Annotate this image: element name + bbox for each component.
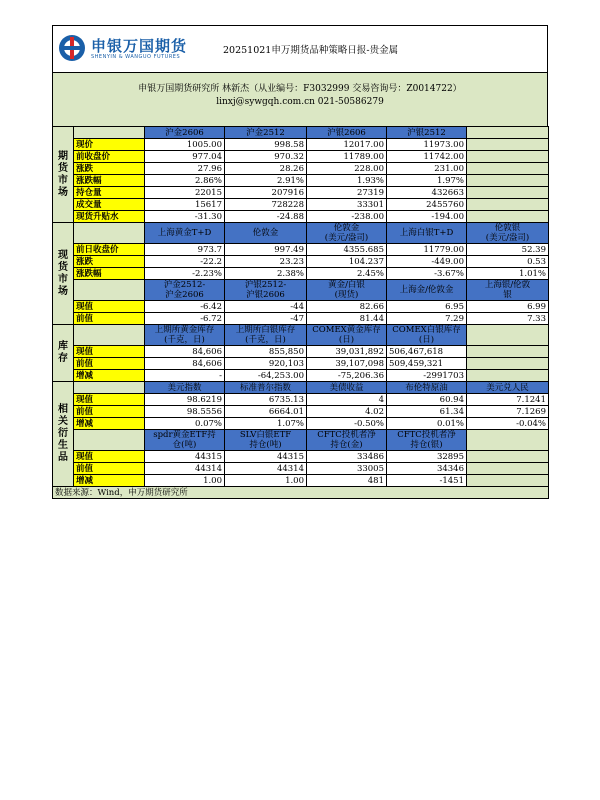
table-row bbox=[53, 301, 549, 313]
table-row bbox=[53, 244, 549, 256]
cell: 997.49 bbox=[225, 244, 307, 256]
cell: 22015 bbox=[145, 187, 225, 199]
cell: 728228 bbox=[225, 199, 307, 211]
table-row bbox=[53, 256, 549, 268]
cell: -238.00 bbox=[307, 211, 387, 223]
table-row bbox=[53, 175, 549, 187]
table-row bbox=[53, 370, 549, 382]
row-label: 前值 bbox=[74, 406, 145, 418]
cell: -0.04% bbox=[467, 418, 549, 430]
col-header: 美元指数 bbox=[145, 382, 225, 394]
cell: 0.01% bbox=[387, 418, 467, 430]
col-header: 黄金/白银 (现货) bbox=[307, 280, 387, 301]
col-header: SLV白银ETF 持仓(吨) bbox=[225, 430, 307, 451]
table-row bbox=[53, 163, 549, 175]
futures-header-row bbox=[53, 127, 549, 139]
cell: 6735.13 bbox=[225, 394, 307, 406]
cell: 207916 bbox=[225, 187, 307, 199]
col-header: 沪金2512- 沪金2606 bbox=[145, 280, 225, 301]
cell: -75,206.36 bbox=[307, 370, 387, 382]
cell: 44315 bbox=[145, 451, 225, 463]
cell: -47 bbox=[225, 313, 307, 325]
table-row bbox=[53, 346, 549, 358]
col-header: CFTC投机者净 持仓(金) bbox=[307, 430, 387, 451]
cell: 1.00 bbox=[145, 475, 225, 487]
cell: 7.1269 bbox=[467, 406, 549, 418]
cell: 98.5556 bbox=[145, 406, 225, 418]
col-header: 上海黄金T+D bbox=[145, 223, 225, 244]
cell: 27.96 bbox=[145, 163, 225, 175]
cell: 2455760 bbox=[387, 199, 467, 211]
col-header: 沪金2512 bbox=[225, 127, 307, 139]
cell: 60.94 bbox=[387, 394, 467, 406]
derivatives-header-row bbox=[53, 382, 549, 394]
col-header: 美债收益 bbox=[307, 382, 387, 394]
row-label: 增减 bbox=[74, 475, 145, 487]
col-header: COMEX白银库存 (日) bbox=[387, 325, 467, 346]
cell: 11742.00 bbox=[387, 151, 467, 163]
cell: -3.67% bbox=[387, 268, 467, 280]
col-header: 上海白银T+D bbox=[387, 223, 467, 244]
cell: 231.00 bbox=[387, 163, 467, 175]
author-info bbox=[52, 72, 548, 126]
col-header: 沪银2512- 沪银2606 bbox=[225, 280, 307, 301]
report-sheet bbox=[52, 25, 548, 499]
cell: 11973.00 bbox=[387, 139, 467, 151]
row-label: 现价 bbox=[74, 139, 145, 151]
cell: 11789.00 bbox=[307, 151, 387, 163]
table-row bbox=[53, 406, 549, 418]
cell: 0.53 bbox=[467, 256, 549, 268]
section-derivatives: 相关衍生品 bbox=[53, 382, 74, 487]
table-row bbox=[53, 418, 549, 430]
cell: 23.23 bbox=[225, 256, 307, 268]
cell: 0.07% bbox=[145, 418, 225, 430]
col-header: 沪银2512 bbox=[387, 127, 467, 139]
row-label: 涨跌 bbox=[74, 163, 145, 175]
cell: -22.2 bbox=[145, 256, 225, 268]
cell: 481 bbox=[307, 475, 387, 487]
etf-header-row bbox=[53, 430, 549, 451]
cell: 52.39 bbox=[467, 244, 549, 256]
row-label: 增减 bbox=[74, 418, 145, 430]
logo-icon bbox=[57, 33, 87, 63]
cell: 34346 bbox=[387, 463, 467, 475]
cell: 44314 bbox=[225, 463, 307, 475]
col-header: 美元兑人民 bbox=[467, 382, 549, 394]
cell: 509,459,321 bbox=[387, 358, 467, 370]
cell: -6.42 bbox=[145, 301, 225, 313]
cell: 81.44 bbox=[307, 313, 387, 325]
cell: 920,103 bbox=[225, 358, 307, 370]
logo-name-cn: 申银万国期货 bbox=[91, 37, 188, 55]
cell: 33005 bbox=[307, 463, 387, 475]
cell: 1.00 bbox=[225, 475, 307, 487]
col-header: 上期所黄金库存 (千克，日) bbox=[145, 325, 225, 346]
inventory-header-row bbox=[53, 325, 549, 346]
cell: 6664.01 bbox=[225, 406, 307, 418]
table-row bbox=[53, 139, 549, 151]
table-row bbox=[53, 151, 549, 163]
cell: -0.50% bbox=[307, 418, 387, 430]
row-label: 成交量 bbox=[74, 199, 145, 211]
col-header: 伦敦金 bbox=[225, 223, 307, 244]
col-header: 沪金2606 bbox=[145, 127, 225, 139]
cell: -24.88 bbox=[225, 211, 307, 223]
cell: - bbox=[145, 370, 225, 382]
cell: 33301 bbox=[307, 199, 387, 211]
col-header: 标准普尔指数 bbox=[225, 382, 307, 394]
cell: 39,107,098 bbox=[307, 358, 387, 370]
col-header: spdr黄金ETF持 仓(吨) bbox=[145, 430, 225, 451]
table-row bbox=[53, 358, 549, 370]
cell: 432663 bbox=[387, 187, 467, 199]
cell: 15617 bbox=[145, 199, 225, 211]
data-table bbox=[52, 126, 549, 499]
col-header: 布伦特原油 bbox=[387, 382, 467, 394]
table-row bbox=[53, 451, 549, 463]
cell: 4 bbox=[307, 394, 387, 406]
row-label: 前值 bbox=[74, 358, 145, 370]
cell: 84,606 bbox=[145, 346, 225, 358]
cell: 1005.00 bbox=[145, 139, 225, 151]
cell: 104.237 bbox=[307, 256, 387, 268]
cell: 7.1241 bbox=[467, 394, 549, 406]
table-row bbox=[53, 199, 549, 211]
row-label: 增减 bbox=[74, 370, 145, 382]
cell: 1.93% bbox=[307, 175, 387, 187]
cell: -449.00 bbox=[387, 256, 467, 268]
col-header: CFTC投机者净 持仓(银) bbox=[387, 430, 467, 451]
row-label: 现货升贴水 bbox=[74, 211, 145, 223]
section-futures: 期货市场 bbox=[53, 127, 74, 223]
row-label: 现值 bbox=[74, 346, 145, 358]
table-row bbox=[53, 475, 549, 487]
col-header: 上海银/伦敦 银 bbox=[467, 280, 549, 301]
cell: 11779.00 bbox=[387, 244, 467, 256]
row-label: 持仓量 bbox=[74, 187, 145, 199]
cell: 98.6219 bbox=[145, 394, 225, 406]
cell: 84,606 bbox=[145, 358, 225, 370]
cell: 2.86% bbox=[145, 175, 225, 187]
cell: 7.33 bbox=[467, 313, 549, 325]
cell: 33486 bbox=[307, 451, 387, 463]
cell: 7.29 bbox=[387, 313, 467, 325]
row-label: 前收盘价 bbox=[74, 151, 145, 163]
row-label: 现值 bbox=[74, 451, 145, 463]
cell: 977.04 bbox=[145, 151, 225, 163]
cell: 998.58 bbox=[225, 139, 307, 151]
col-header: 上海金/伦敦金 bbox=[387, 280, 467, 301]
row-label: 前值 bbox=[74, 313, 145, 325]
table-row bbox=[53, 211, 549, 223]
contact-line: linxj@sywgqh.com.cn 021-50586279 bbox=[216, 97, 384, 107]
cell: 1.07% bbox=[225, 418, 307, 430]
cell: 1.97% bbox=[387, 175, 467, 187]
table-row bbox=[53, 394, 549, 406]
cell: 44314 bbox=[145, 463, 225, 475]
cell: 973.7 bbox=[145, 244, 225, 256]
cell: -6.72 bbox=[145, 313, 225, 325]
cell: 228.00 bbox=[307, 163, 387, 175]
cell: 2.38% bbox=[225, 268, 307, 280]
row-label: 前日收盘价 bbox=[74, 244, 145, 256]
cell: 28.26 bbox=[225, 163, 307, 175]
logo-name-en: SHENYIN & WANGUO FUTURES bbox=[91, 54, 181, 60]
cell: 61.34 bbox=[387, 406, 467, 418]
report-title: 20251021申万期货品种策略日报-贵金属 bbox=[223, 45, 399, 56]
cell: -64,253.00 bbox=[225, 370, 307, 382]
cell: 82.66 bbox=[307, 301, 387, 313]
cell: 39,031,892 bbox=[307, 346, 387, 358]
row-label: 涨跌幅 bbox=[74, 268, 145, 280]
table-row bbox=[53, 463, 549, 475]
source-row bbox=[53, 487, 549, 499]
row-label: 前值 bbox=[74, 463, 145, 475]
cell: 2.91% bbox=[225, 175, 307, 187]
cell: -2.23% bbox=[145, 268, 225, 280]
row-label: 现值 bbox=[74, 301, 145, 313]
cell: 27319 bbox=[307, 187, 387, 199]
col-header: 伦敦银 (美元/盎司) bbox=[467, 223, 549, 244]
table-row bbox=[53, 313, 549, 325]
row-label: 涨跌 bbox=[74, 256, 145, 268]
cell: 970.32 bbox=[225, 151, 307, 163]
col-header: COMEX黄金库存 (日) bbox=[307, 325, 387, 346]
cell: 855,850 bbox=[225, 346, 307, 358]
col-header: 上期所白银库存 (千克，日) bbox=[225, 325, 307, 346]
company-logo bbox=[57, 33, 207, 65]
cell: 506,467,618 bbox=[387, 346, 467, 358]
spot-header-row bbox=[53, 223, 549, 244]
row-label: 涨跌幅 bbox=[74, 175, 145, 187]
cell: -1451 bbox=[387, 475, 467, 487]
cell: 12017.00 bbox=[307, 139, 387, 151]
cell: -31.30 bbox=[145, 211, 225, 223]
data-source: 数据来源：Wind，申万期货研究所 bbox=[53, 487, 549, 499]
cell: 1.01% bbox=[467, 268, 549, 280]
col-header: 沪银2606 bbox=[307, 127, 387, 139]
cell: -194.00 bbox=[387, 211, 467, 223]
author-line: 申银万国期货研究所 林新杰（从业编号：F3032999 交易咨询号：Z0014722） bbox=[138, 84, 462, 94]
cell: 44315 bbox=[225, 451, 307, 463]
cell: 32895 bbox=[387, 451, 467, 463]
col-header: 伦敦金 (美元/盎司) bbox=[307, 223, 387, 244]
section-inventory: 库存 bbox=[53, 325, 74, 382]
cell: 4355.685 bbox=[307, 244, 387, 256]
cell: 6.99 bbox=[467, 301, 549, 313]
row-label: 现值 bbox=[74, 394, 145, 406]
cell: -44 bbox=[225, 301, 307, 313]
report-header bbox=[52, 25, 548, 72]
cell: 4.02 bbox=[307, 406, 387, 418]
table-row bbox=[53, 187, 549, 199]
spot-spread-header-row bbox=[53, 280, 549, 301]
cell: 6.95 bbox=[387, 301, 467, 313]
cell: 2.45% bbox=[307, 268, 387, 280]
table-row bbox=[53, 268, 549, 280]
cell: -2991703 bbox=[387, 370, 467, 382]
section-spot: 现货市场 bbox=[53, 223, 74, 325]
